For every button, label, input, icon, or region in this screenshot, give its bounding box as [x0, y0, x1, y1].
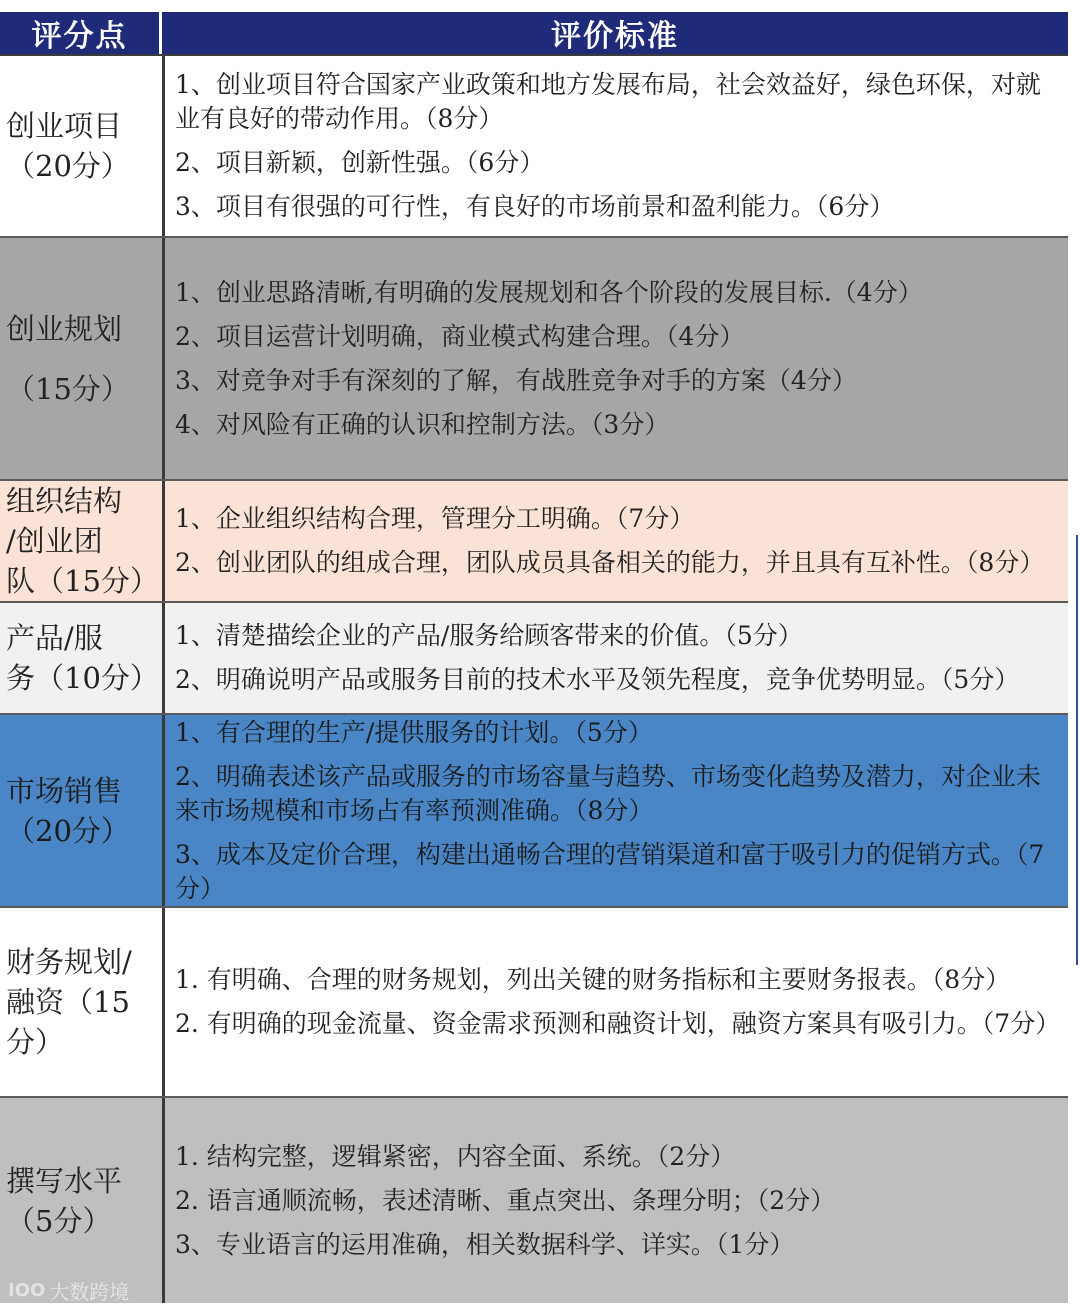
category-label: 组织结构 [6, 484, 123, 518]
category-score: （20分） [6, 813, 130, 848]
criteria-item: 2、明确表述该产品或服务的市场容量与趋势、市场变化趋势及潜力，对企业未来市场规模和市场占有率预测准确。（8分） [175, 761, 1041, 825]
category-cell [0, 715, 165, 906]
table-row [0, 603, 1068, 715]
criteria-cell [165, 238, 1068, 479]
criteria-item: 1、清楚描绘企业的产品/服务给顾客带来的价值。（5分） [175, 621, 803, 650]
category-cell [0, 56, 165, 236]
criteria-item: 2、项目新颖，创新性强。（6分） [175, 148, 545, 177]
category-score: （20分） [6, 149, 130, 183]
criteria-item: 1. 有明确、合理的财务规划，列出关键的财务指标和主要财务报表。（8分） [175, 965, 1011, 994]
criteria-item: 4、对风险有正确的认识和控制方法。（3分） [175, 409, 670, 439]
category-label: /创业团 [6, 524, 103, 558]
header-scoring-point: 评分点 [0, 12, 162, 54]
criteria-item: 2、项目运营计划明确，商业模式构建合理。（4分） [175, 321, 745, 351]
criteria-item: 1. 结构完整，逻辑紧密，内容全面、系统。（2分） [175, 1141, 736, 1171]
table-row [0, 715, 1068, 908]
watermark [8, 1276, 129, 1305]
category-cell [0, 908, 165, 1096]
category-cell [0, 603, 165, 713]
criteria-item: 1、创业思路清晰,有明确的发展规划和各个阶段的发展目标.（4分） [175, 277, 923, 307]
category-label: 市场销售 [6, 773, 123, 808]
category-cell [0, 1098, 165, 1303]
criteria-item: 2、创业团队的组成合理，团队成员具备相关的能力，并且具有互补性。（8分） [175, 548, 1045, 577]
criteria-cell [165, 481, 1068, 601]
scoring-table [0, 12, 1068, 1303]
category-cell [0, 238, 165, 479]
table-row [0, 238, 1068, 481]
category-score: （15分） [6, 371, 130, 406]
table-header [0, 12, 1068, 56]
criteria-item: 3、专业语言的运用准确，相关数据科学、详实。（1分） [175, 1229, 795, 1259]
criteria-item: 1、有合理的生产/提供服务的计划。（5分） [175, 717, 653, 747]
table-row [0, 908, 1068, 1098]
category-label: 融资（15 [6, 985, 130, 1019]
category-label: 创业项目 [6, 109, 123, 143]
category-label: 产品/服 [6, 621, 103, 655]
table-row [0, 56, 1068, 238]
criteria-item: 3、成本及定价合理，构建出通畅合理的营销渠道和富于吸引力的促销方式。（7分） [175, 839, 1045, 903]
criteria-cell [165, 603, 1068, 713]
category-cell [0, 481, 165, 601]
category-score: 分） [6, 1025, 65, 1059]
criteria-cell [165, 908, 1068, 1096]
watermark-logo: IOO [8, 1280, 46, 1301]
category-score: 队（15分） [6, 564, 159, 598]
criteria-cell [165, 56, 1068, 236]
criteria-item: 2、明确说明产品或服务目前的技术水平及领先程度，竞争优势明显。（5分） [175, 665, 1020, 694]
table-row [0, 481, 1068, 603]
header-criteria: 评价标准 [551, 19, 679, 54]
criteria-item: 3、对竞争对手有深刻的了解，有战胜竞争对手的方案（4分） [175, 365, 857, 395]
criteria-cell [165, 715, 1068, 906]
category-label: 创业规划 [6, 311, 123, 346]
category-label: 财务规划/ [6, 945, 132, 979]
watermark-text: 大数跨境 [49, 1280, 130, 1304]
criteria-item: 2. 有明确的现金流量、资金需求预测和融资计划，融资方案具有吸引力。（7分） [175, 1009, 1061, 1038]
criteria-item: 3、项目有很强的可行性，有良好的市场前景和盈利能力。（6分） [175, 192, 895, 221]
criteria-item: 1、创业项目符合国家产业政策和地方发展布局，社会效益好，绿色环保，对就业有良好的带动作用。（8分） [175, 70, 1041, 133]
category-score: 务（10分） [6, 661, 159, 695]
right-edge-line [1076, 535, 1078, 965]
category-score: （5分） [6, 1203, 112, 1238]
criteria-cell [165, 1098, 1068, 1303]
table-row [0, 1098, 1068, 1303]
criteria-item: 1、企业组织结构合理，管理分工明确。（7分） [175, 504, 695, 533]
criteria-item: 2. 语言通顺流畅，表述清晰、重点突出、条理分明；（2分） [175, 1185, 836, 1215]
category-label: 撰写水平 [6, 1163, 123, 1198]
